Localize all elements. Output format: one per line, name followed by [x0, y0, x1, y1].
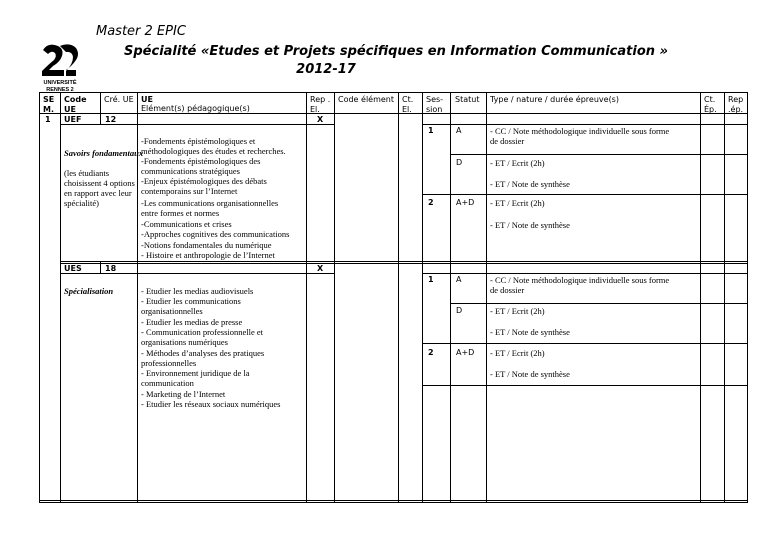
ue-code: UES [64, 264, 82, 273]
svg-text:UNIVERSITÉ: UNIVERSITÉ [43, 80, 77, 86]
exam-line: - CC / Note méthodologique individuelle sous forme [490, 275, 670, 285]
specialty-title: Spécialité «Etudes et Projets spécifiques en Information Communication » [124, 44, 668, 59]
element-line: - Marketing de l’Internet [141, 389, 226, 399]
ue-credits: 18 [105, 264, 117, 273]
exam-line: - CC / Note méthodologique individuelle sous forme [490, 126, 670, 136]
ue-title: Spécialisation [64, 286, 114, 296]
header-ct-ep: Ct. Ép. [704, 95, 717, 114]
header-code-ue: Code UE [64, 95, 87, 114]
element-line: contemporains sur l’Internet [141, 186, 238, 196]
element-line: - Histoire et anthropologie de l’Internet [141, 250, 275, 260]
header-ue: UE [141, 95, 153, 104]
element-line: organisationnelles [141, 306, 203, 316]
element-line: - Etudier les medias audiovisuels [141, 286, 254, 296]
exam-line: - ET / Ecrit (2h) [490, 198, 545, 208]
header-rep-el: Rep . El. [310, 95, 331, 114]
element-line: communications stratégiques [141, 166, 240, 176]
element-line: -Les communications organisationnelles [141, 198, 279, 208]
program-title: Master 2 EPIC [96, 24, 186, 39]
element-line: -Communications et crises [141, 219, 232, 229]
statut-value: D [456, 306, 463, 315]
exam-line: - ET / Note de synthèse [490, 179, 570, 189]
element-line: -Fondements épistémologiques et [141, 136, 256, 146]
rep-mark: X [317, 264, 324, 273]
exam-line: - ET / Note de synthèse [490, 327, 570, 337]
header-elements: Elément(s) pédagogique(s) [141, 104, 250, 113]
header-code-element: Code élément [338, 95, 395, 104]
exam-line: - ET / Ecrit (2h) [490, 158, 545, 168]
session-number: 2 [428, 348, 434, 357]
statut-value: A [456, 275, 462, 284]
header-statut: Statut [455, 95, 480, 104]
statut-value: A+D [456, 348, 475, 357]
svg-text:RENNES 2: RENNES 2 [46, 87, 74, 93]
exam-line: - ET / Note de synthèse [490, 369, 570, 379]
element-line: organisations numériques [141, 337, 228, 347]
statut-value: A+D [456, 198, 475, 207]
exam-line: de dossier [490, 136, 525, 146]
ue-code: UEF [64, 115, 82, 124]
semester-value: 1 [45, 115, 51, 124]
element-line: -Notions fondamentales du numérique [141, 240, 272, 250]
statut-value: A [456, 126, 462, 135]
session-number: 1 [428, 126, 434, 135]
ue-note: (les étudiants choisissent 4 options en rapport avec leur spécialité) [64, 168, 135, 208]
header-ct-el: Ct. El. [402, 95, 414, 114]
element-line: communication [141, 378, 194, 388]
element-line: -Enjeux épistémologiques des débats [141, 176, 267, 186]
element-line: entre formes et normes [141, 208, 220, 218]
header-rep-ep: Rep .ép. [728, 95, 744, 114]
header-credits-ue: Cré. UE [104, 95, 134, 104]
header-type: Type / nature / durée épreuve(s) [490, 95, 619, 104]
statut-value: D [456, 158, 463, 167]
element-line: - Etudier les réseaux sociaux numériques [141, 399, 281, 409]
element-line: - Environnement juridique de la [141, 368, 250, 378]
exam-line: de dossier [490, 285, 525, 295]
exam-line: - ET / Ecrit (2h) [490, 348, 545, 358]
session-number: 1 [428, 275, 434, 284]
element-line: méthodologiques des études et recherches. [141, 146, 286, 156]
element-line: - Etudier les communications [141, 296, 241, 306]
session-number: 2 [428, 198, 434, 207]
element-line: professionnelles [141, 358, 197, 368]
header-semester: SE M. [43, 95, 55, 114]
year-title: 2012-17 [296, 62, 356, 77]
ue-title: Savoirs fondamentaux [64, 148, 144, 158]
header-session: Ses- sion [426, 95, 444, 114]
rep-mark: X [317, 115, 324, 124]
ue-credits: 12 [105, 115, 117, 124]
element-line: - Méthodes d’analyses des pratiques [141, 348, 265, 358]
element-line: - Etudier les medias de presse [141, 317, 243, 327]
exam-line: - ET / Ecrit (2h) [490, 306, 545, 316]
element-line: - Communication professionnelle et [141, 327, 264, 337]
element-line: -Fondements épistémologiques des [141, 156, 261, 166]
exam-line: - ET / Note de synthèse [490, 220, 570, 230]
element-line: -Approches cognitives des communications [141, 229, 290, 239]
